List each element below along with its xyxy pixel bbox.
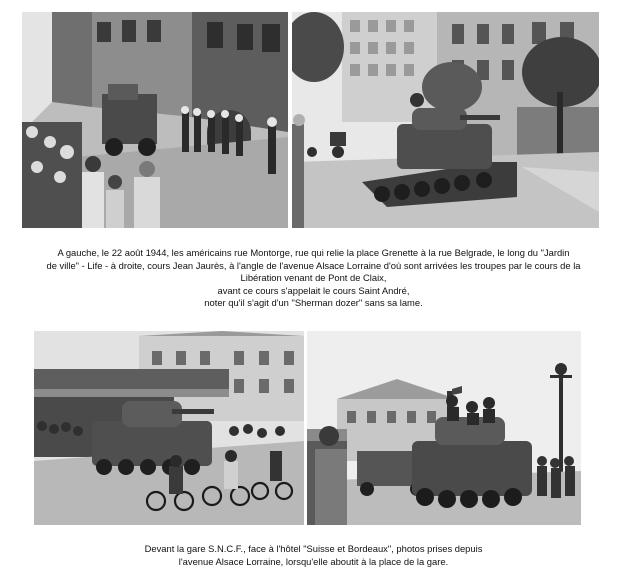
caption-top-line: de ville" - Life - à droite, cours Jean Jaurès, à l'angle de l'avenue Alsace Lorraine d'où sont arrivées les troupes par le cours de la (46, 259, 581, 271)
photo-avenue-alsace-lorraine-image (307, 331, 581, 525)
caption-top (0, 247, 627, 310)
photo-rue-montorge (22, 12, 288, 228)
photo-rue-montorge-image (22, 12, 288, 228)
caption-top-line: noter qu'il s'agit d'un "Sherman dozer" sans sa lame. (204, 297, 423, 308)
photo-gare-sncf-image (34, 331, 304, 525)
caption-top-line: Libération venant de Pont de Claix, (240, 272, 387, 283)
photo-cours-jean-jaures (292, 12, 599, 228)
photo-avenue-alsace-lorraine (307, 331, 581, 525)
caption-top-line: A gauche, le 22 août 1944, les américains rue Montorge, rue qui relie la place Grenette à la rue Belgrade, le long du "Jardin (57, 247, 570, 258)
photo-cours-jean-jaures-image (292, 12, 599, 228)
caption-bottom-line: Devant la gare S.N.C.F., face à l'hôtel "Suisse et Bordeaux", photos prises depuis (144, 543, 483, 554)
caption-bottom (0, 543, 627, 568)
caption-top-line: avant ce cours s'appelait le cours Saint André, (217, 284, 410, 296)
caption-bottom-line: l'avenue Alsace Lorraine, lorsqu'elle aboutit à la place de la gare. (178, 555, 449, 567)
photo-gare-sncf (34, 331, 304, 525)
